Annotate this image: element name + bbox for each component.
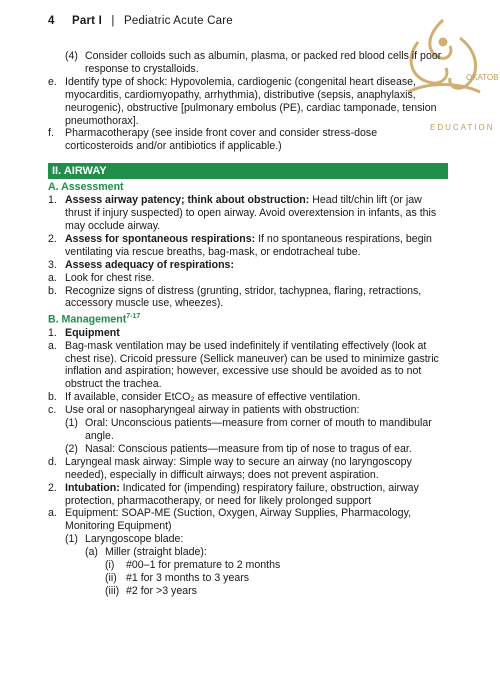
item-text: #2 for >3 years bbox=[126, 584, 197, 597]
list-item bbox=[48, 50, 448, 76]
list-item bbox=[48, 546, 448, 559]
item-marker: d. bbox=[48, 455, 57, 468]
item-text: If no spontaneous respirations, begin ventilating via rescue breaths, bag-mask, or endotracheal tube. bbox=[65, 232, 432, 258]
item-marker: (i) bbox=[105, 559, 115, 572]
list-item bbox=[48, 507, 448, 533]
assessment-heading: A. Assessment bbox=[48, 181, 124, 194]
item-lead: Assess airway patency; think about obstruction: bbox=[65, 194, 310, 207]
management-list bbox=[48, 327, 448, 598]
section-title: Pediatric Acute Care bbox=[123, 15, 233, 27]
item-marker: e. bbox=[48, 75, 57, 88]
item-marker: (iii) bbox=[105, 584, 120, 597]
item-text: Indicated for (impending) respiratory failure, obstruction, airway protection, pharmacotherapy, or need for likely prolonged support bbox=[65, 481, 419, 507]
item-lead: Assess adequacy of respirations: bbox=[65, 258, 234, 271]
item-text: #1 for 3 months to 3 years bbox=[126, 571, 250, 584]
list-item bbox=[48, 391, 448, 404]
item-text: Nasal: Conscious patients—measure from tip of nose to tragus of ear. bbox=[85, 442, 412, 455]
item-marker: (4) bbox=[65, 50, 78, 62]
item-text: Pharmacotherapy (see inside front cover and consider stress-dose corticosteroids and/or antibiotics if applicable.) bbox=[65, 127, 378, 153]
part-label: Part I bbox=[72, 15, 102, 27]
item-marker: b. bbox=[48, 391, 57, 404]
item-marker: 1. bbox=[48, 326, 57, 339]
item-text: Laryngoscope blade: bbox=[85, 533, 184, 546]
management-heading: B. Management$^{7-17}$ bbox=[48, 313, 141, 326]
list-item bbox=[48, 340, 448, 392]
item-text: Miller (straight blade): bbox=[105, 546, 207, 559]
list-item bbox=[48, 559, 448, 572]
item-marker: c. bbox=[48, 404, 57, 417]
list-item bbox=[48, 272, 448, 285]
item-marker: (1) bbox=[65, 533, 78, 546]
section-bar: II. AIRWAY bbox=[48, 163, 448, 179]
item-text: Identify type of shock: Hypovolemia, cardiogenic (congenital heart disease, myocarditis, cardiomyopathy, arrhythmia), distributive (sepsis, anaphylaxis, neurogenic), obstructive [pulmonary embolus (PE), cardiac tamponade, tension pneumothorax]. bbox=[65, 75, 437, 127]
item-marker: a. bbox=[48, 507, 57, 520]
page-header bbox=[48, 15, 233, 27]
list-item bbox=[48, 482, 448, 508]
item-marker: (1) bbox=[65, 417, 78, 430]
item-marker: 2. bbox=[48, 232, 57, 245]
item-marker: f. bbox=[48, 127, 54, 140]
item-text: Laryngeal mask airway: Simple way to secure an airway (no laryngoscopy needed), especially in difficult airways; does not prevent aspiration. bbox=[65, 455, 412, 481]
page-number: 4 bbox=[48, 15, 55, 27]
list-item bbox=[48, 194, 448, 233]
list-item bbox=[48, 417, 448, 443]
list-item bbox=[48, 233, 448, 259]
item-marker: (a) bbox=[85, 546, 98, 559]
item-marker: 2. bbox=[48, 481, 57, 494]
list-item bbox=[48, 259, 448, 272]
list-item bbox=[48, 327, 448, 340]
item-text: Recognize signs of distress (grunting, stridor, tachypnea, flaring, retractions, accessory muscle use, wheezes). bbox=[65, 284, 422, 310]
item-marker: a. bbox=[48, 271, 57, 284]
list-item bbox=[48, 404, 448, 417]
list-item bbox=[48, 585, 448, 598]
item-marker: (ii) bbox=[105, 571, 117, 584]
list-item bbox=[48, 456, 448, 482]
item-text: #00–1 for premature to 2 months bbox=[126, 559, 281, 572]
list-item bbox=[48, 285, 448, 311]
item-text: Look for chest rise. bbox=[65, 271, 155, 284]
svg-text:EDUCATION: EDUCATION bbox=[430, 123, 495, 132]
list-item bbox=[48, 443, 448, 456]
item-lead: Intubation: bbox=[65, 481, 120, 494]
header-separator: | bbox=[111, 15, 115, 27]
item-text: Equipment: SOAP-ME (Suction, Oxygen, Airway Supplies, Pharmacology, Monitoring Equipment) bbox=[65, 507, 412, 533]
item-marker: b. bbox=[48, 284, 57, 297]
item-text: Consider colloids such as albumin, plasma, or packed red blood cells if poor response to crystalloids. bbox=[85, 50, 442, 75]
item-text: Use oral or nasopharyngeal airway in patients with obstruction: bbox=[65, 404, 360, 417]
item-text: Oral: Unconscious patients—measure from corner of mouth to mandibular angle. bbox=[85, 417, 432, 442]
list-item bbox=[48, 76, 448, 128]
item-marker: 3. bbox=[48, 258, 57, 271]
item-marker: a. bbox=[48, 339, 57, 352]
item-lead: Equipment bbox=[65, 326, 120, 339]
item-text: If available, consider EtCO₂ as measure of effective ventilation. bbox=[65, 391, 361, 404]
list-item bbox=[48, 127, 448, 153]
assessment-list bbox=[48, 194, 448, 310]
page-body bbox=[48, 50, 448, 598]
item-text: Head tilt/chin lift (or jaw thrust if injury suspected) to open airway. Avoid overextension in infants, as this may occlude airway. bbox=[65, 194, 437, 232]
item-marker: 1. bbox=[48, 194, 57, 207]
item-lead: Assess for spontaneous respirations: bbox=[65, 232, 256, 245]
list-item bbox=[48, 572, 448, 585]
svg-text:OKATOB: OKATOB bbox=[466, 73, 499, 82]
top-list bbox=[48, 50, 448, 153]
item-marker: (2) bbox=[65, 442, 78, 455]
list-item bbox=[48, 533, 448, 546]
item-text: Bag-mask ventilation may be used indefinitely if ventilating effectively (look at chest rise). Cricoid pressure (Sellick maneuver) can be used to minimize gastric inflation and aspiration; however, excessive use should be avoided as to not obstruct the trachea. bbox=[65, 339, 439, 391]
